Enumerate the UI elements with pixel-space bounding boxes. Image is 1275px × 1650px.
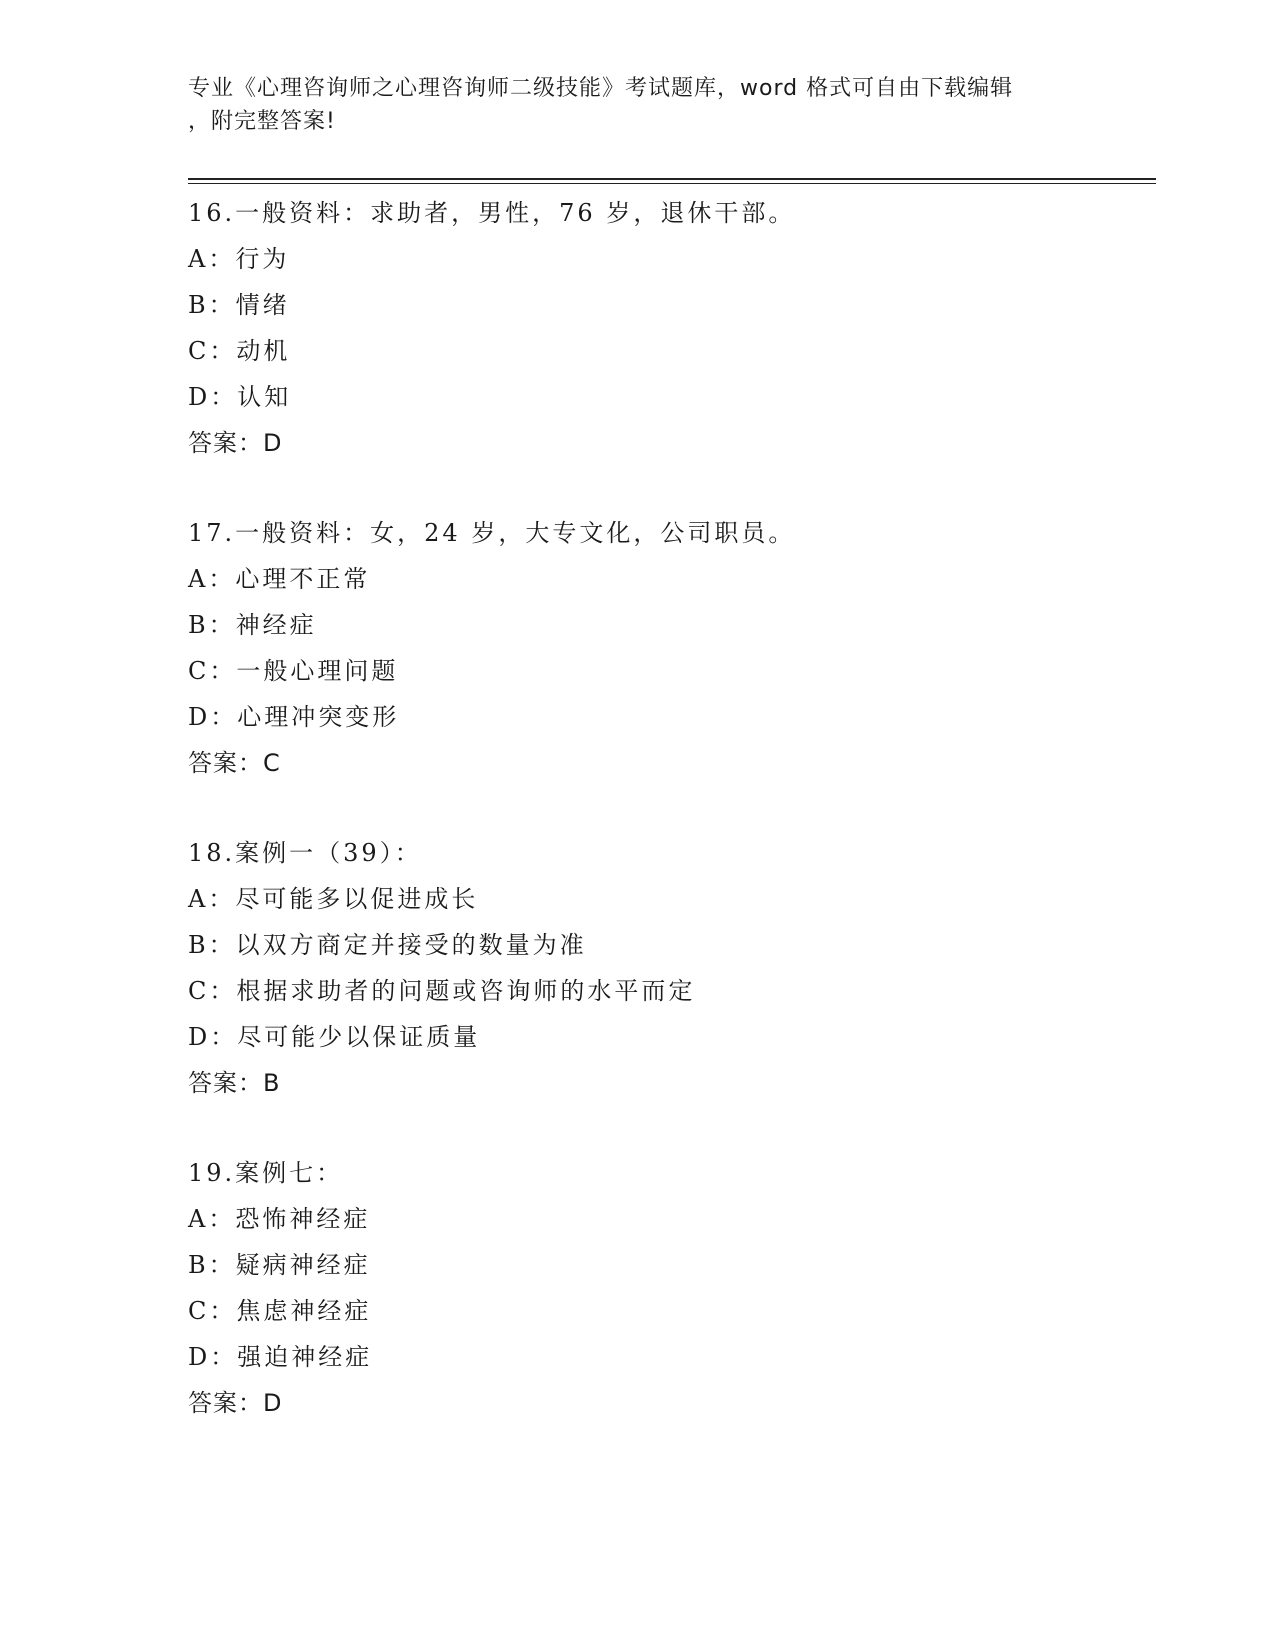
header-line-2: ，附完整答案! <box>188 109 336 134</box>
question-stem: 17.一般资料：女，24 岁，大专文化，公司职员。 <box>188 519 796 547</box>
header-divider-thick <box>188 178 1156 180</box>
question-16 <box>188 190 1156 466</box>
answer-line: 答案：B <box>188 1069 281 1097</box>
option-a: A：心理不正常 <box>188 565 371 593</box>
header-line-1: 专业《心理咨询师之心理咨询师二级技能》考试题库，word 格式可自由下载编辑 <box>188 76 1014 101</box>
option-a: A：恐怖神经症 <box>188 1205 371 1233</box>
option-c: C：焦虑神经症 <box>188 1297 372 1325</box>
option-a: A：行为 <box>188 245 290 273</box>
question-stem: 16.一般资料：求助者，男性，76 岁，退休干部。 <box>188 199 796 227</box>
option-d: D：尽可能少以保证质量 <box>188 1023 481 1051</box>
answer-line: 答案：D <box>188 429 283 457</box>
question-17 <box>188 510 1156 786</box>
option-c: C：动机 <box>188 337 291 365</box>
option-d: D：心理冲突变形 <box>188 703 400 731</box>
option-c: C：一般心理问题 <box>188 657 399 685</box>
question-18 <box>188 830 1156 1106</box>
question-list <box>188 190 1156 1470</box>
question-stem: 18.案例一（39）： <box>188 839 422 867</box>
answer-line: 答案：D <box>188 1389 283 1417</box>
question-19 <box>188 1150 1156 1426</box>
option-a: A：尽可能多以促进成长 <box>188 885 479 913</box>
document-header <box>188 72 1078 138</box>
option-b: B：情绪 <box>188 291 290 319</box>
option-b: B：神经症 <box>188 611 317 639</box>
header-divider-thin <box>188 183 1156 184</box>
answer-line: 答案：C <box>188 749 281 777</box>
option-c: C：根据求助者的问题或咨询师的水平而定 <box>188 977 696 1005</box>
option-b: B：以双方商定并接受的数量为准 <box>188 931 587 959</box>
option-b: B：疑病神经症 <box>188 1251 371 1279</box>
option-d: D：认知 <box>188 383 292 411</box>
question-stem: 19.案例七： <box>188 1159 344 1187</box>
option-d: D：强迫神经症 <box>188 1343 373 1371</box>
